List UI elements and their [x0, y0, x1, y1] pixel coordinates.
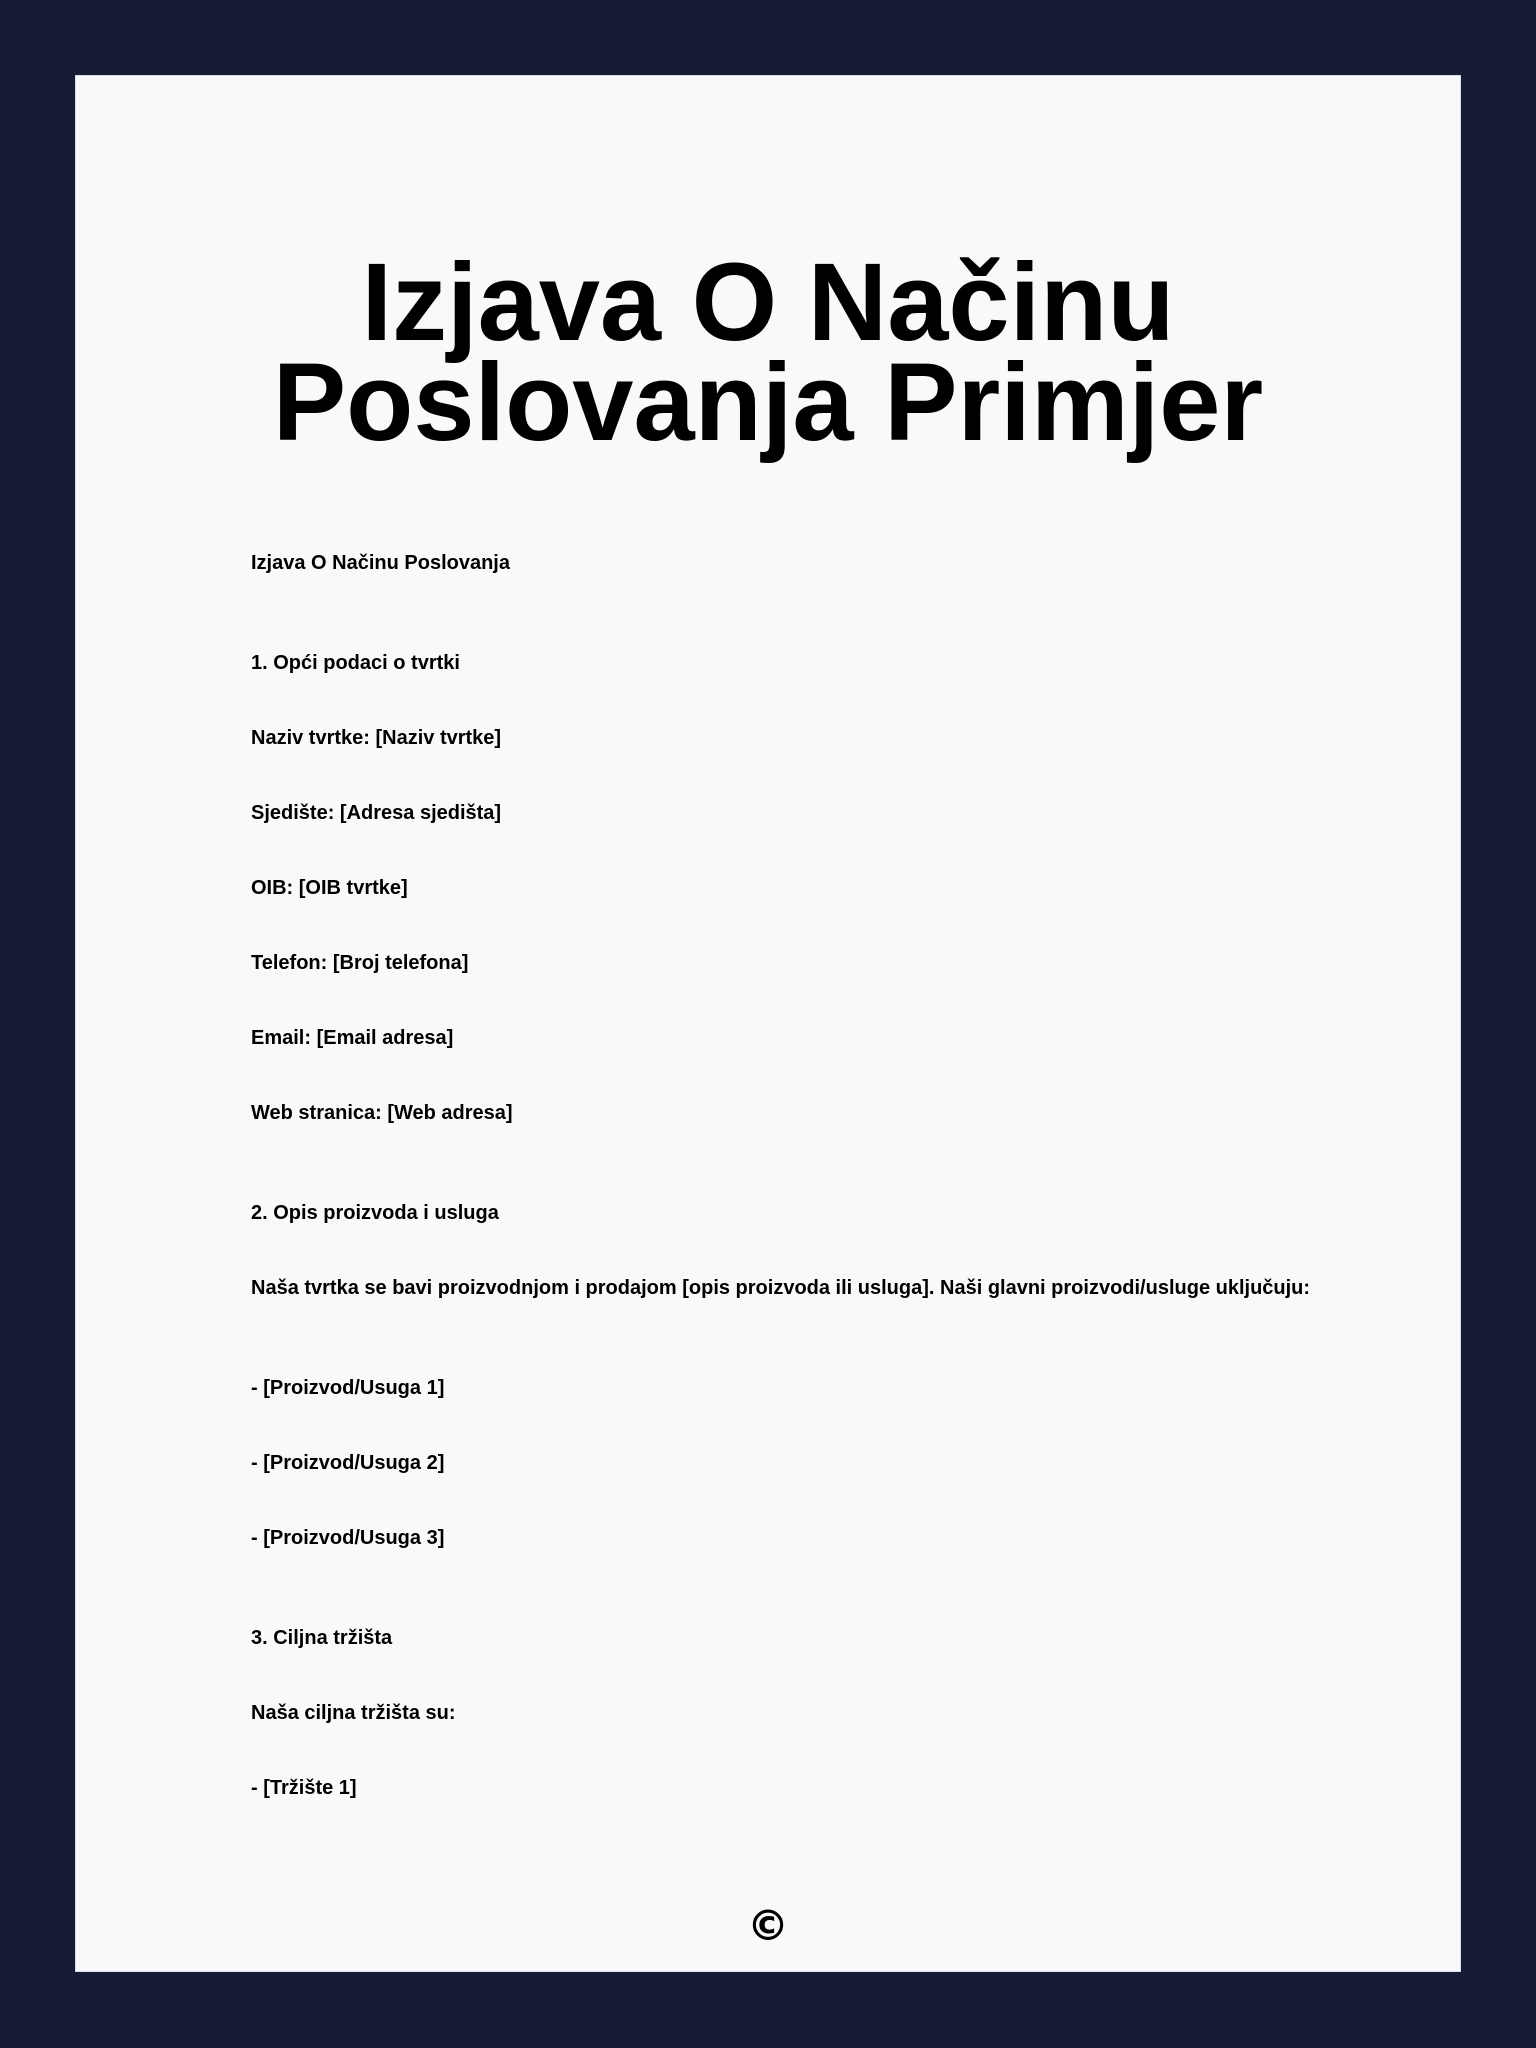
- products-description: Naša tvrtka se bavi proizvodnjom i prodajom [opis proizvoda ili usluga]. Naši glavni proizvodi/usluge uključuju:: [251, 1277, 1311, 1299]
- document-title: Izjava O Načinu Poslovanja Primjer: [272, 241, 1264, 464]
- product-list-item: - [Proizvod/Usuga 2]: [251, 1452, 445, 1474]
- company-email-line: Email: [Email adresa]: [251, 1027, 454, 1049]
- company-name-line: Naziv tvrtke: [Naziv tvrtke]: [251, 727, 502, 749]
- company-phone-line: Telefon: [Broj telefona]: [251, 952, 469, 974]
- product-list-item: - [Proizvod/Usuga 1]: [251, 1377, 445, 1399]
- market-list-item: - [Tržište 1]: [251, 1777, 357, 1799]
- company-website-line: Web stranica: [Web adresa]: [251, 1102, 513, 1124]
- copyright-icon: ©: [747, 1901, 789, 1950]
- section-title-company-info: 1. Opći podaci o tvrtki: [251, 652, 460, 674]
- company-address-line: Sjedište: [Adresa sjedišta]: [251, 802, 502, 824]
- product-list-item: - [Proizvod/Usuga 3]: [251, 1527, 445, 1549]
- document-heading: Izjava O Načinu Poslovanja: [251, 552, 510, 574]
- company-oib-line: OIB: [OIB tvrtke]: [251, 877, 408, 899]
- target-markets-intro: Naša ciljna tržišta su:: [251, 1702, 456, 1724]
- section-title-products-services: 2. Opis proizvoda i usluga: [251, 1202, 499, 1224]
- document-page: [75, 75, 1461, 1972]
- section-title-target-markets: 3. Ciljna tržišta: [251, 1627, 393, 1649]
